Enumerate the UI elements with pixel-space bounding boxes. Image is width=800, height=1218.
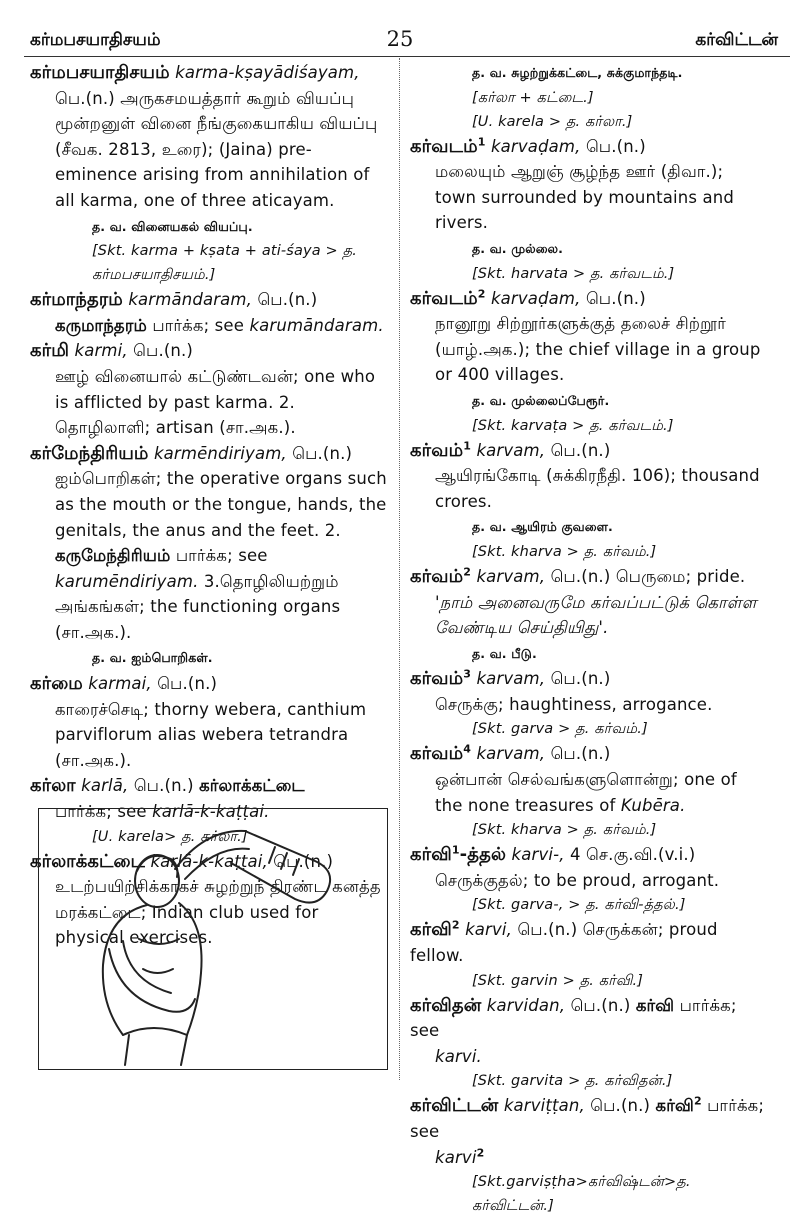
definition: பெருமை; pride. <box>615 566 746 586</box>
pos: பெ.(n.) <box>257 290 318 310</box>
transliteration: karvam, <box>476 440 546 460</box>
page-number: 25 <box>386 27 414 51</box>
etymology: [Skt. garvin > த. கர்வி.] <box>472 972 644 989</box>
cross-reference: கருமேந்திரியம் <box>55 546 171 566</box>
cross-reference-text: பார்க்க; see <box>410 995 737 1041</box>
definition-tamil: அருகசமயத்தார் கூறும் வியப்பு மூன்றனுள் வினை நீங்குகையாகிய வியப்பு (சீவக. 2813, உரை); <box>55 88 378 159</box>
headword: கர்லாக்கட்டை <box>30 850 146 872</box>
entry-body <box>30 364 390 441</box>
headword: கர்வம் <box>410 743 464 765</box>
transliteration: karvidan, <box>486 995 566 1015</box>
headword: கர்வம் <box>410 668 464 690</box>
cross-reference-translit: karumēndiriyam. <box>55 571 199 591</box>
entry-karmapasayathisayam <box>30 60 390 287</box>
transliteration: karmāndaram, <box>128 290 253 310</box>
homograph-number: 1 <box>477 135 486 149</box>
cross-reference-text: பார்க்க; see <box>410 1096 765 1141</box>
pos: பெ.(n.) <box>292 443 353 463</box>
etymology: [Skt. karvaṭa > த. கர்வடம்.] <box>472 417 674 434</box>
tamil-equivalent: த. வ. சுழற்றுக்கட்டை, சுக்குமாந்தடி. <box>472 65 683 80</box>
pos: பெ.(n.) <box>133 341 194 361</box>
etymology: [Skt. kharva > த. கர்வம்.] <box>472 543 657 560</box>
transliteration: karvaḍam, <box>490 136 581 156</box>
headword: கர்வி <box>410 919 452 941</box>
definition-english: (Jaina) pre-eminence arising from annihilation of all karma, one of three aticayam. <box>55 139 370 210</box>
headword: கர்விட்டன் <box>410 1095 499 1117</box>
pos: பெ.(n.) <box>550 566 611 586</box>
pos: பெ.(n.) <box>157 674 218 694</box>
homograph-number: 1 <box>463 439 472 453</box>
entry-karvittan <box>410 1093 768 1218</box>
definition: காரைச்செடி; thorny webera, canthium parviflorum alias webera tetrandra (சா.அக.). <box>55 699 367 770</box>
definition: செருக்குதல்; to be proud, arrogant. <box>435 870 720 890</box>
entry-karmandaram <box>30 287 390 338</box>
running-head-left: கர்மபசயாதிசயம் <box>30 30 161 50</box>
illustration-indian-club <box>38 808 388 1070</box>
definition: ஆயிரங்கோடி (சுக்கிரநீதி. 106); thousand crores. <box>435 466 760 511</box>
entry-karmendiriyam <box>30 441 390 671</box>
etymology: [Skt. garva-, > த. கர்வி-த்தல்.] <box>472 897 686 914</box>
pos: பெ.(n.) <box>273 851 334 871</box>
pos: பெ.(n.) <box>550 440 611 460</box>
entry-karvam-3 <box>410 666 768 741</box>
entry-body <box>410 692 768 718</box>
cross-reference-text: பார்க்க; see <box>152 315 245 335</box>
headword: கர்மாந்தரம் <box>30 289 123 311</box>
entry-body <box>410 1145 768 1171</box>
entry-karvam-2 <box>410 564 768 666</box>
entry-karmi <box>30 338 390 440</box>
page-header <box>0 0 800 58</box>
cross-reference-translit: karvi <box>435 1147 477 1167</box>
pos: 4 செ.கு.வி.(v.i.) <box>570 845 696 865</box>
etymology: [Skt. kharva > த. கர்வம்.] <box>472 822 657 839</box>
entry-karvam-1 <box>410 438 768 564</box>
headword: கர்மபசயாதிசயம் <box>30 62 170 83</box>
tamil-equivalent: த. வ. ஐம்பொறிகள். <box>92 650 213 666</box>
definition-3: 3.தொழிலியற்றும் அங்கங்கள்; the functioning organs (சா.அக.). <box>55 571 341 642</box>
pos: பெ.(n.) <box>590 1096 651 1116</box>
transliteration: karmēndiriyam, <box>153 443 287 463</box>
headword: கர்மேந்திரியம் <box>30 442 149 464</box>
entry-karvidan <box>410 993 768 1094</box>
etymology: [Skt. garva > த. கர்வம்.] <box>472 721 648 738</box>
headword: கர்வம் <box>410 439 464 461</box>
tamil-equivalent: த. வ. வினையகல் வியப்பு. <box>92 218 253 234</box>
cross-reference: கருமாந்தரம் <box>55 315 147 335</box>
headword: கர்வடம் <box>410 287 478 309</box>
definition: உடற்பயிற்சிக்காகச் சுழற்றுந் திரண்ட கனத்த மரக்கட்டை; Indian club used for physical exercises. <box>55 877 381 948</box>
transliteration: karma-kṣayādiśayam, <box>175 63 360 82</box>
pos: பெ.(n.) <box>570 995 631 1015</box>
pos: பெ.(n.) <box>550 669 611 689</box>
pos: பெ.(n.) <box>585 288 646 308</box>
homograph-number: 4 <box>463 742 472 756</box>
entry-karvadam-1 <box>410 134 768 286</box>
entry-body <box>410 159 768 236</box>
transliteration: karmai, <box>88 674 152 694</box>
cross-reference-text: பார்க்க; see <box>175 546 268 566</box>
entry-body <box>30 86 390 214</box>
cross-reference-translit: karumāndaram. <box>249 315 384 335</box>
transliteration: karviṭṭan, <box>503 1096 585 1116</box>
cross-reference-text: பார்க்க; see <box>55 802 147 822</box>
etymology: [Skt. karma + kṣata + ati-śaya > த. கர்மபசயாதிசயம்.] <box>92 243 357 284</box>
transliteration: karvam, <box>476 566 546 586</box>
etymology: [U. karela > த. கர்லா.] <box>472 113 633 130</box>
definition-italic: Kubēra. <box>620 795 686 815</box>
definition: ஊழ் வினையால் கட்டுண்டவன்; one who is afflicted by past karma. 2. தொழிலாளி; artisan (சா.அக.). <box>55 366 376 438</box>
homograph-number: 2 <box>463 565 472 579</box>
transliteration: karvi, <box>465 920 513 940</box>
entry-body <box>410 767 768 818</box>
entry-karvi-ttal <box>410 842 768 917</box>
homograph-number: 1 <box>451 843 460 857</box>
entry-body <box>410 311 768 388</box>
cross-reference-translit: karlā-k-kaṭṭai. <box>152 802 270 822</box>
entry-body <box>30 697 390 774</box>
transliteration: karlā-k-kaṭṭai, <box>150 851 268 871</box>
header-rule <box>24 56 790 57</box>
entry-body <box>30 313 390 339</box>
tamil-equivalent: த. வ. முல்லை. <box>472 240 564 256</box>
etymology: [கர்லா + கட்டை.] <box>472 89 594 106</box>
homograph-number: 3 <box>463 667 472 681</box>
pos: பெ.(n.) <box>550 744 611 764</box>
cross-reference: கர்லாக்கட்டை <box>199 776 305 796</box>
cross-reference-number: 2 <box>693 1094 702 1108</box>
figure-icon <box>39 809 386 1068</box>
headword: கர்லா <box>30 775 76 797</box>
headword-suffix: -த்தல் <box>459 844 507 866</box>
headword: கர்விதன் <box>410 994 482 1016</box>
pos: பெ.(n.) <box>133 776 194 796</box>
definition: செருக்கன்; proud fellow. <box>410 920 718 966</box>
entry-karvadam-2 <box>410 286 768 438</box>
entry-karmai <box>30 671 390 773</box>
definition-1: ஐம்பொறிகள்; the operative organs such as the mouth or the tongue, hands, the genitals, the anus and the feet. 2. <box>55 469 387 540</box>
cross-reference-translit: karvi. <box>435 1046 482 1066</box>
pos: பெ.(n.) <box>517 920 578 940</box>
headword: கர்மை <box>30 673 83 695</box>
cross-reference-translit-number: 2 <box>476 1146 485 1160</box>
definition: ஒன்பான் செல்வங்களுளொன்று; one of the none treasures of <box>435 770 737 815</box>
homograph-number: 2 <box>477 287 486 301</box>
transliteration: karmi, <box>74 341 128 361</box>
cross-reference: கர்வி <box>655 1096 694 1116</box>
headword: கர்மி <box>30 340 70 362</box>
cross-reference: கர்வி <box>635 995 675 1015</box>
tamil-equivalent: த. வ. பீடு. <box>472 645 537 661</box>
definition: மலையும் ஆறுஞ் சூழ்ந்த ஊர் (திவா.); town surrounded by mountains and rivers. <box>435 162 734 233</box>
etymology: [Skt. harvata > த. கர்வடம்.] <box>472 265 675 282</box>
entry-karlakkattai-continued <box>410 60 768 134</box>
pos: பெ.(n.) <box>55 88 115 108</box>
tamil-equivalent: த. வ. முல்லைப்பேரூர். <box>472 392 610 408</box>
transliteration: karvi-, <box>511 845 565 865</box>
definition: செருக்கு; haughtiness, arrogance. <box>435 694 713 714</box>
headword: கர்வடம் <box>410 135 478 157</box>
transliteration: karvam, <box>476 669 546 689</box>
tamil-equivalent: த. வ. ஆயிரம் குவளை. <box>472 519 613 535</box>
etymology: [Skt. garvita > த. கர்விதன்.] <box>472 1073 673 1090</box>
etymology: [U. karela> த. கர்லா.] <box>92 828 248 845</box>
homograph-number: 2 <box>451 918 460 932</box>
headword: கர்வி <box>410 844 452 866</box>
entry-body <box>410 868 768 894</box>
entry-body <box>30 466 390 645</box>
headword: கர்வம் <box>410 565 464 587</box>
transliteration: karvam, <box>476 744 546 764</box>
etymology: [Skt.garviṣṭha>கர்விஷ்டன்>த. கர்விட்டன்.] <box>472 1174 691 1215</box>
entry-body <box>410 1044 768 1070</box>
entry-karvam-4 <box>410 741 768 842</box>
transliteration: karvaḍam, <box>490 288 581 308</box>
definition: நானூறு சிற்றூர்களுக்குத் தலைச் சிற்றூர் (யாழ்.அக.); the chief village in a group or 400 villages. <box>435 314 761 385</box>
entry-body <box>410 463 768 514</box>
pos: பெ.(n.) <box>585 136 646 156</box>
column-divider <box>399 58 400 1080</box>
usage-quote: 'நாம் அனைவருமே கர்வப்பட்டுக் கொள்ள வேண்டிய செய்தியிது'. <box>435 592 757 638</box>
entry-karvi-2 <box>410 917 768 992</box>
right-column <box>410 60 768 1218</box>
running-head-right: கர்விட்டன் <box>695 30 778 50</box>
transliteration: karlā, <box>81 776 129 796</box>
